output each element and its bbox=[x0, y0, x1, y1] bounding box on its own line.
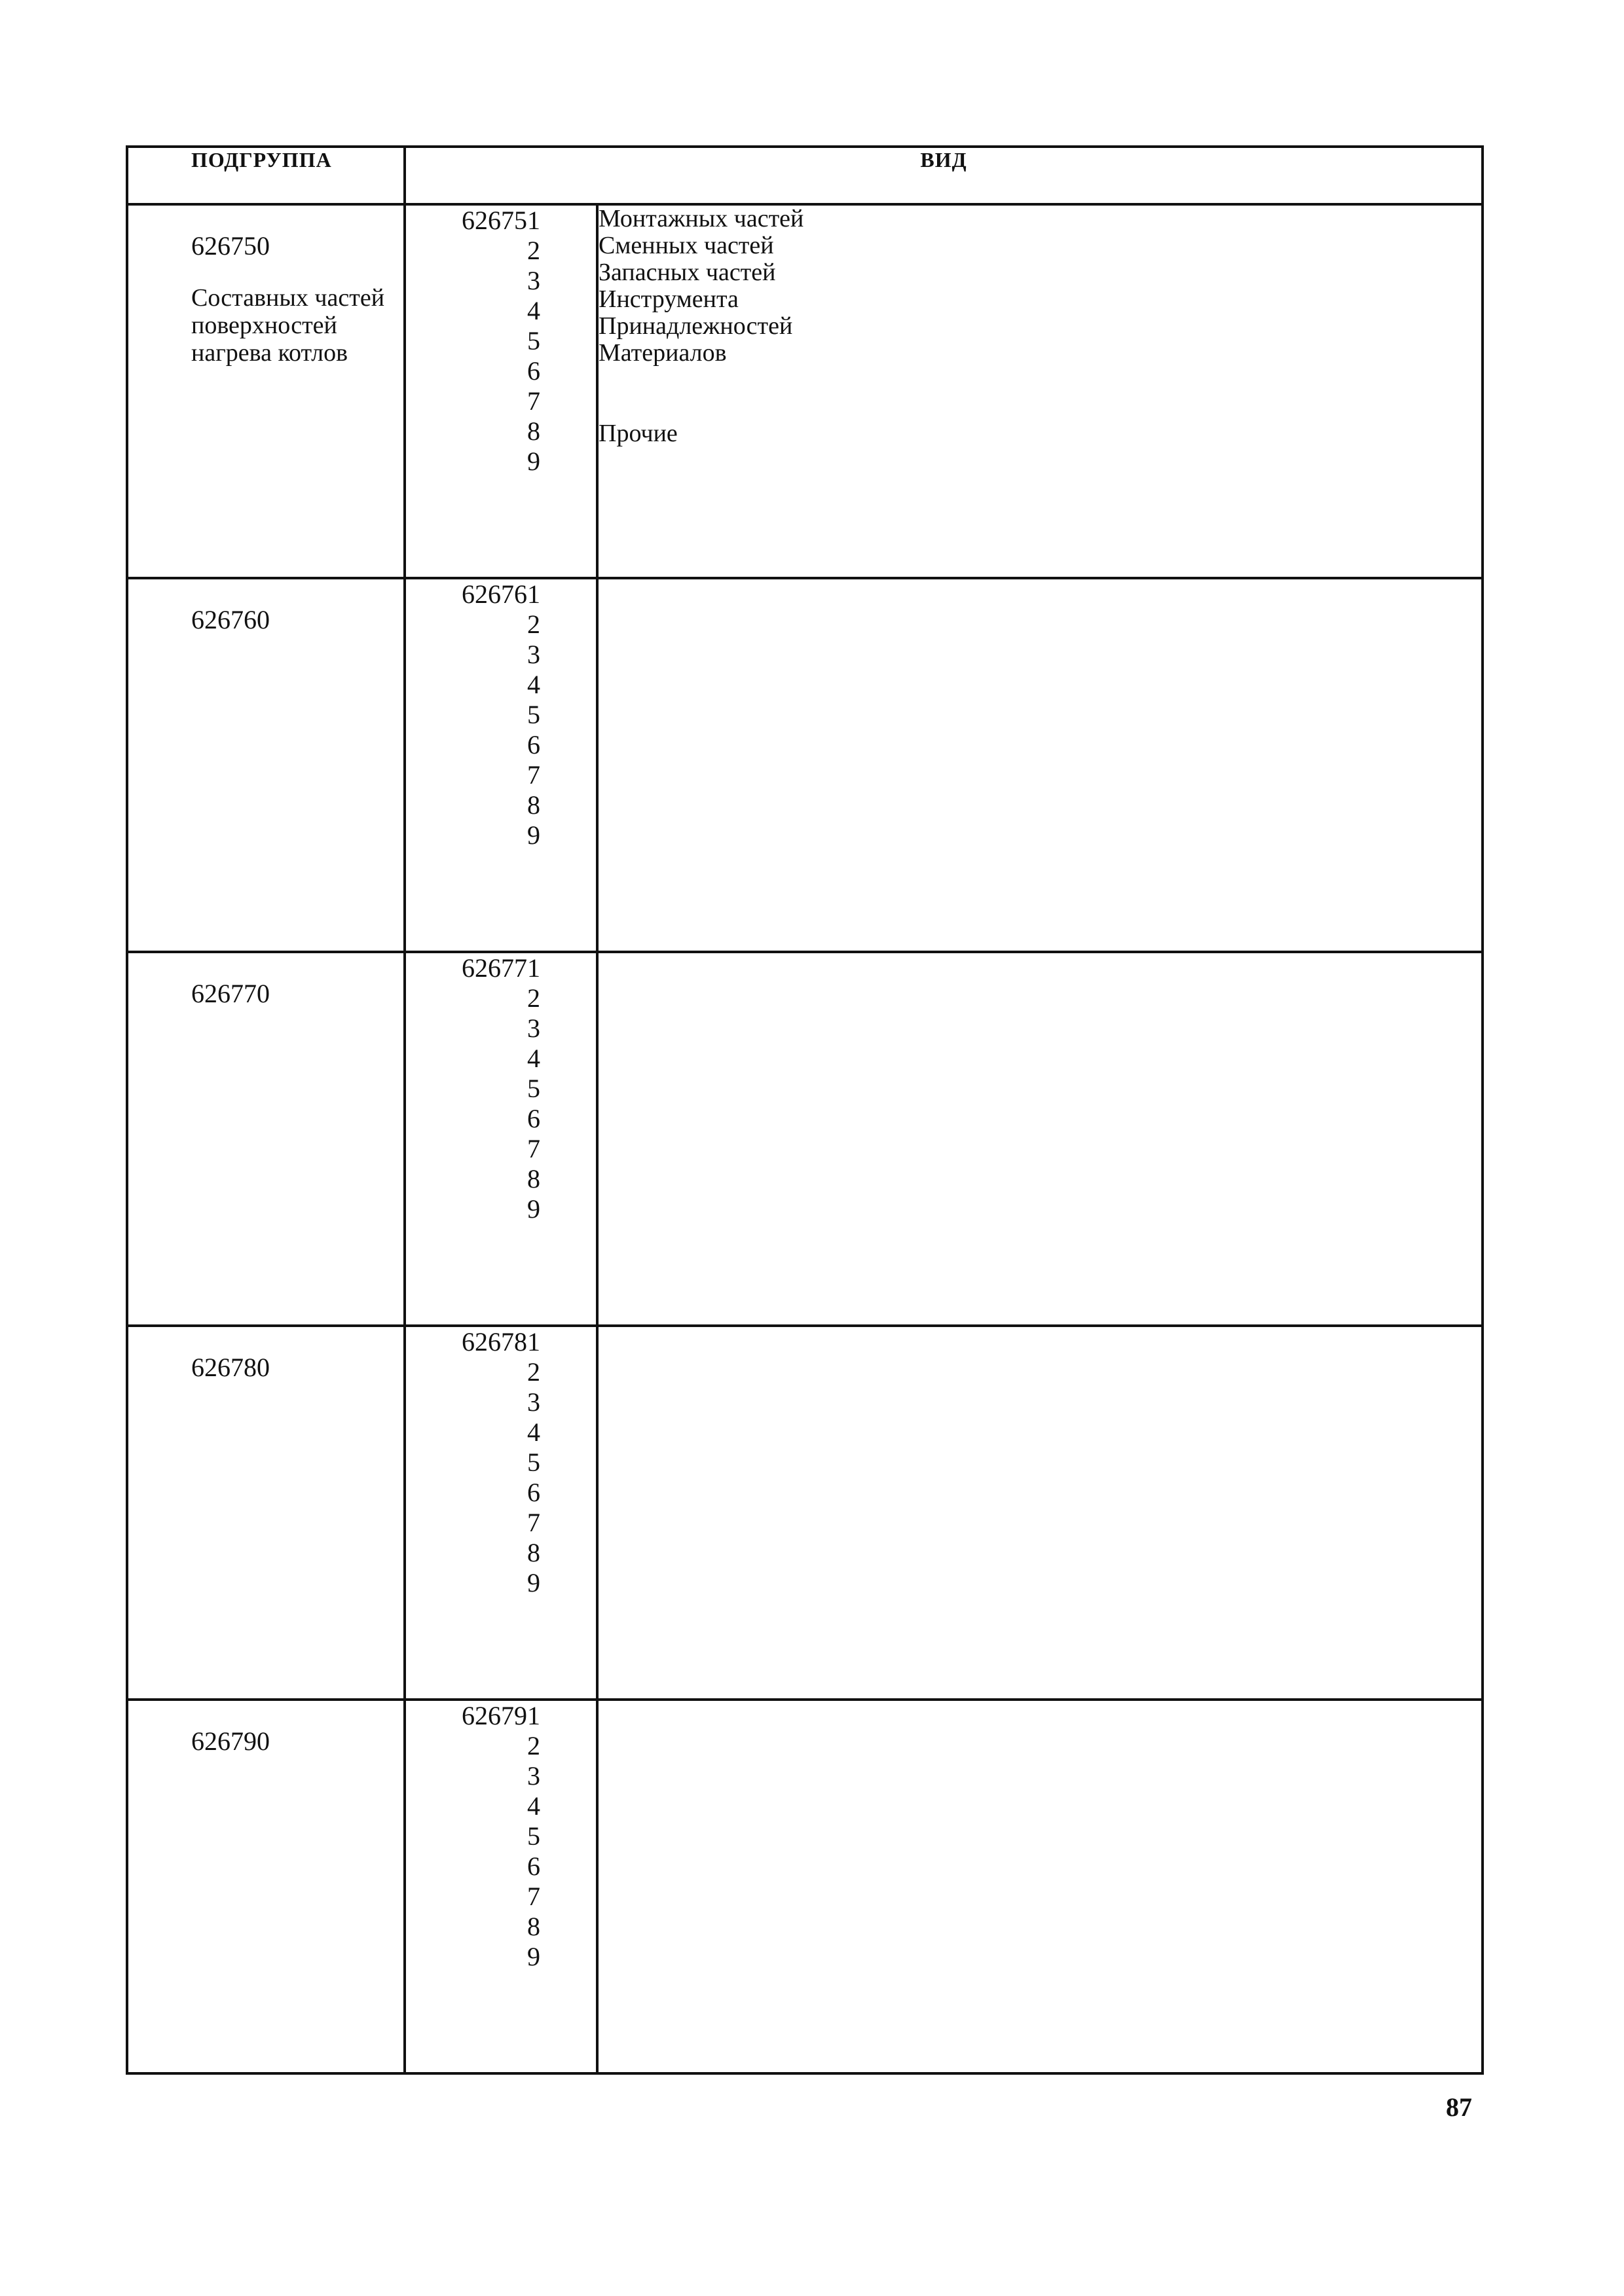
kind-codes-cell bbox=[405, 952, 597, 1326]
kind-code: 7 bbox=[527, 1882, 540, 1911]
subgroup-cell bbox=[127, 578, 405, 952]
kind-code: 7 bbox=[527, 760, 540, 790]
kind-code: 8 bbox=[527, 416, 540, 446]
kind-code: 3 bbox=[527, 1013, 540, 1043]
kind-header: ВИД bbox=[405, 147, 1483, 204]
kind-code: 8 bbox=[527, 1164, 540, 1194]
kind-code: 7 bbox=[527, 1508, 540, 1537]
kind-name: Прочие bbox=[599, 420, 678, 447]
kind-names-cell bbox=[597, 578, 1483, 952]
kind-codes-list bbox=[406, 1327, 540, 1598]
kind-code: 626781 bbox=[462, 1327, 540, 1357]
subgroup-code: 626780 bbox=[191, 1353, 270, 1382]
kind-code: 9 bbox=[527, 1942, 540, 1971]
kind-names-cell bbox=[597, 204, 1483, 578]
kind-code: 2 bbox=[527, 610, 540, 639]
kind-code: 626771 bbox=[462, 953, 540, 983]
kind-code: 5 bbox=[527, 1074, 540, 1103]
kind-name: Сменных частей bbox=[599, 232, 774, 259]
kind-code: 6 bbox=[527, 356, 540, 386]
kind-name: Материалов bbox=[599, 339, 727, 367]
page-number: 87 bbox=[1446, 2092, 1472, 2122]
kind-name: Инструмента bbox=[599, 285, 739, 313]
kind-code: 6 bbox=[527, 1104, 540, 1133]
kind-code: 6 bbox=[527, 730, 540, 759]
kind-codes-list bbox=[406, 579, 540, 850]
kind-codes-cell bbox=[405, 578, 597, 952]
subgroup-code: 626790 bbox=[191, 1726, 270, 1756]
kind-code: 2 bbox=[527, 1731, 540, 1760]
kind-code: 2 bbox=[527, 236, 540, 265]
kind-names-list bbox=[599, 206, 1481, 447]
kind-code: 7 bbox=[527, 386, 540, 416]
kind-codes-list bbox=[406, 953, 540, 1224]
kind-code: 8 bbox=[527, 790, 540, 820]
kind-name: Принадлежностей bbox=[599, 312, 793, 340]
kind-name bbox=[599, 393, 1481, 420]
kind-code: 7 bbox=[527, 1134, 540, 1163]
kind-names-cell bbox=[597, 1326, 1483, 1700]
kind-code: 2 bbox=[527, 983, 540, 1013]
kind-code: 5 bbox=[527, 1821, 540, 1851]
table-row bbox=[127, 952, 1483, 1326]
classification-table bbox=[126, 145, 1484, 2075]
kind-code: 3 bbox=[527, 1761, 540, 1791]
kind-code: 4 bbox=[527, 1791, 540, 1821]
kind-code: 3 bbox=[527, 640, 540, 669]
subgroup-name-line: нагрева котлов bbox=[191, 339, 348, 367]
subgroup-name-line: Составных частей bbox=[191, 284, 385, 312]
subgroup-header: ПОДГРУППА bbox=[127, 147, 405, 204]
kind-code: 3 bbox=[527, 266, 540, 295]
kind-code: 4 bbox=[527, 1044, 540, 1073]
kind-codes-cell bbox=[405, 1326, 597, 1700]
kind-code: 5 bbox=[527, 700, 540, 729]
table-row bbox=[127, 204, 1483, 578]
subgroup-code: 626770 bbox=[191, 979, 270, 1008]
header-row bbox=[127, 147, 1483, 204]
kind-code: 4 bbox=[527, 670, 540, 699]
subgroup-cell bbox=[127, 204, 405, 578]
kind-code: 3 bbox=[527, 1387, 540, 1417]
subgroup-code: 626760 bbox=[191, 605, 270, 634]
kind-names-cell bbox=[597, 1700, 1483, 2073]
subgroup-name-line: поверхностей bbox=[191, 312, 337, 339]
kind-codes-list bbox=[406, 206, 540, 477]
kind-name bbox=[599, 367, 1481, 393]
kind-code: 9 bbox=[527, 1194, 540, 1224]
subgroup-cell bbox=[127, 1326, 405, 1700]
kind-code: 6 bbox=[527, 1851, 540, 1881]
table-row bbox=[127, 1700, 1483, 2073]
kind-code: 626761 bbox=[462, 579, 540, 609]
kind-codes-cell bbox=[405, 1700, 597, 2073]
kind-name: Запасных частей bbox=[599, 259, 776, 286]
kind-name: Монтажных частей bbox=[599, 205, 804, 232]
subgroup-cell bbox=[127, 952, 405, 1326]
kind-code: 8 bbox=[527, 1912, 540, 1941]
kind-code: 9 bbox=[527, 820, 540, 850]
subgroup-code: 626750 bbox=[191, 231, 270, 261]
kind-code: 5 bbox=[527, 1448, 540, 1477]
kind-code: 626791 bbox=[462, 1701, 540, 1730]
kind-code: 5 bbox=[527, 326, 540, 355]
table-row bbox=[127, 1326, 1483, 1700]
kind-code: 4 bbox=[527, 296, 540, 325]
kind-code: 626751 bbox=[462, 206, 540, 235]
subgroup-cell bbox=[127, 1700, 405, 2073]
kind-codes-list bbox=[406, 1701, 540, 1972]
kind-code: 9 bbox=[527, 446, 540, 476]
kind-names-cell bbox=[597, 952, 1483, 1326]
subgroup-name bbox=[128, 261, 403, 367]
kind-code: 2 bbox=[527, 1357, 540, 1387]
kind-code: 6 bbox=[527, 1478, 540, 1507]
kind-code: 4 bbox=[527, 1417, 540, 1447]
kind-codes-cell bbox=[405, 204, 597, 578]
kind-code: 8 bbox=[527, 1538, 540, 1567]
table-body bbox=[127, 204, 1483, 2073]
table-row bbox=[127, 578, 1483, 952]
kind-code: 9 bbox=[527, 1568, 540, 1597]
